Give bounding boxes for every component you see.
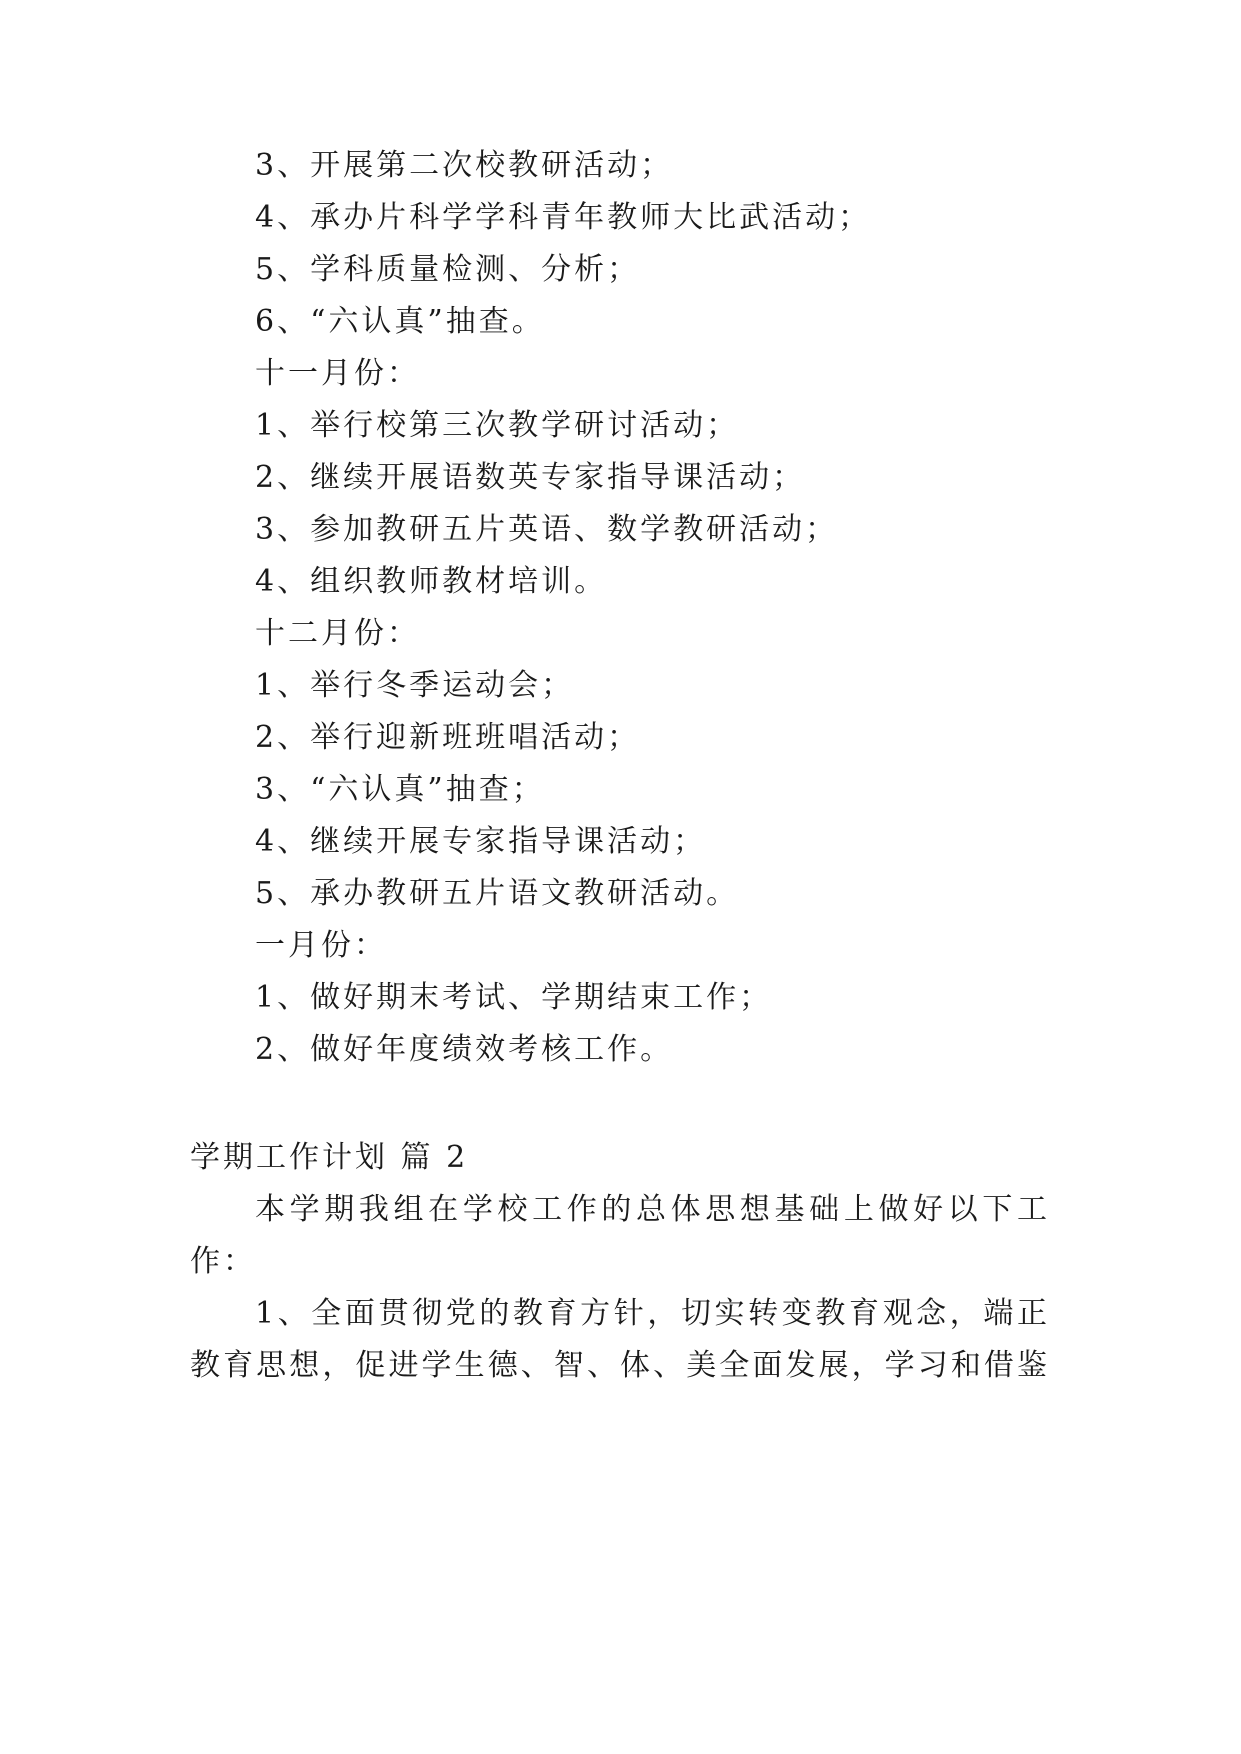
list-item: 1、举行校第三次教学研讨活动； (255, 408, 740, 443)
list-item: 1、做好期末考试、学期结束工作； (255, 980, 773, 1015)
point-paragraph-line: 教育思想，促进学生德、智、体、美全面发展，学习和借鉴 (190, 1348, 1050, 1383)
intro-paragraph-line: 本学期我组在学校工作的总体思想基础上做好以下工 (255, 1192, 1050, 1227)
month-heading-november: 十一月份： (255, 356, 420, 391)
list-item: 2、做好年度绩效考核工作。 (255, 1032, 674, 1067)
list-item: 4、承办片科学学科青年教师大比武活动； (255, 200, 872, 235)
list-item: 1、举行冬季运动会； (255, 668, 575, 703)
list-item: 3、开展第二次校教研活动； (255, 148, 674, 183)
list-item: 4、继续开展专家指导课活动； (255, 824, 707, 859)
list-item: 2、举行迎新班班唱活动； (255, 720, 641, 755)
list-item: 5、学科质量检测、分析； (255, 252, 641, 287)
section-title: 学期工作计划 篇 2 (190, 1140, 469, 1175)
list-item: 3、“六认真”抽查； (255, 772, 545, 807)
list-item: 5、承办教研五片语文教研活动。 (255, 876, 740, 911)
month-heading-january: 一月份： (255, 928, 387, 963)
list-item: 6、“六认真”抽查。 (255, 304, 545, 339)
list-item: 3、参加教研五片英语、数学教研活动； (255, 512, 839, 547)
intro-paragraph-line: 作： (190, 1244, 256, 1279)
list-item: 4、组织教师教材培训。 (255, 564, 608, 599)
month-heading-december: 十二月份： (255, 616, 420, 651)
point-paragraph-line: 1、全面贯彻党的教育方针，切实转变教育观念，端正 (255, 1296, 1050, 1331)
list-item: 2、继续开展语数英专家指导课活动； (255, 460, 806, 495)
